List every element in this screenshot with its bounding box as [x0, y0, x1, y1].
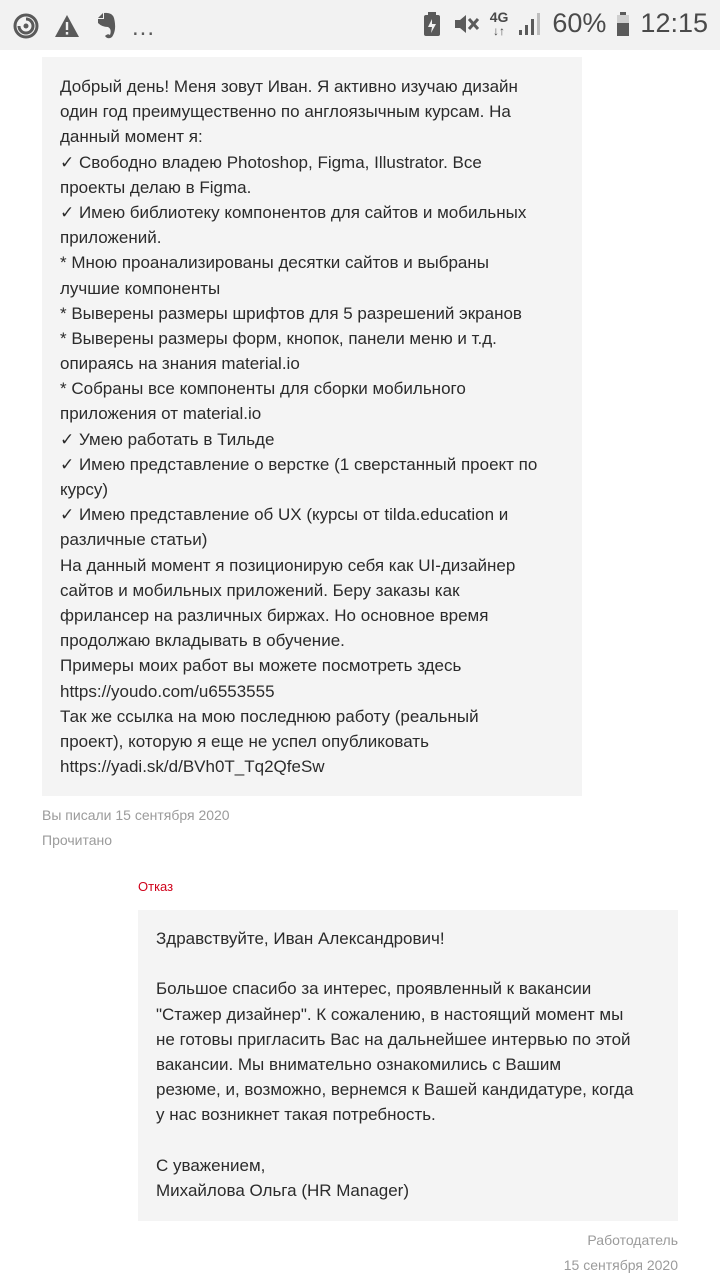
message-line: ✓ Имею библиотеку компонентов для сайтов и мобильных — [60, 202, 527, 222]
message-line: проекты делаю в Figma. — [60, 177, 252, 197]
message-line: данный момент я: — [60, 127, 203, 147]
message-line: * Собраны все компоненты для сборки мобильного — [60, 379, 466, 399]
message-line: Михайлова Ольга (HR Manager) — [156, 1180, 410, 1200]
message-line: приложений. — [60, 228, 162, 248]
outgoing-message — [42, 57, 582, 796]
battery-percent: 60% — [552, 8, 607, 38]
message-line: продолжаю вкладывать в обучение. — [60, 631, 345, 651]
message-line: Так же ссылка на мою последнюю работу (реальный — [60, 706, 479, 726]
message-line: Здравствуйте, Иван Александрович! — [156, 929, 445, 948]
network-type-indicator — [490, 10, 509, 38]
status-bar — [0, 0, 720, 50]
message-line: опираясь на знания material.io — [60, 354, 300, 374]
read-status: Прочитано — [42, 832, 112, 848]
clock: 12:15 — [640, 8, 708, 38]
message-line: курсу) — [60, 480, 109, 499]
rejection-status-label: Отказ — [138, 879, 174, 894]
sender-role: Работодатель — [587, 1232, 678, 1248]
sync-icon — [12, 12, 40, 40]
message-line: На данный момент я позиционирую себя как UI-дизайнер — [60, 555, 516, 575]
message-line: ✓ Свободно владею Photoshop, Figma, Illustrator. Все — [60, 152, 482, 172]
data-arrows-icon: ↓↑ — [493, 23, 506, 38]
message-line: Добрый день! Меня зовут Иван. Я активно изучаю дизайн — [60, 77, 518, 96]
message-line: сайтов и мобильных приложений. Беру заказы как — [60, 580, 460, 600]
battery-saver-icon — [422, 11, 442, 37]
message-line: * Выверены размеры шрифтов для 5 разрешений экранов — [60, 303, 522, 323]
message-line: С уважением, — [156, 1155, 266, 1175]
portfolio-link[interactable]: https://youdo.com/u6553555 — [60, 681, 275, 701]
message-line: ✓ Умею работать в Тильде — [60, 429, 275, 449]
message-line: Большое спасибо за интерес, проявленный к вакансии — [156, 979, 592, 999]
message-blank-line — [156, 1128, 664, 1153]
message-line: * Выверены размеры форм, кнопок, панели меню и т.д. — [60, 328, 497, 348]
evernote-icon — [94, 12, 118, 40]
signal-icon — [518, 11, 542, 37]
message-line: * Мною проанализированы десятки сайтов и выбраны — [60, 253, 489, 273]
message-line: лучшие компоненты — [60, 278, 221, 298]
message-line: ✓ Имею представление о верстке (1 сверстанный проект по — [60, 454, 538, 474]
message-line: "Стажер дизайнер". К сожалению, в настоящий момент мы — [156, 1004, 624, 1024]
message-line: у нас возникнет такая потребность. — [156, 1105, 436, 1125]
mute-icon — [452, 11, 480, 37]
status-bar-notifications — [12, 10, 155, 42]
message-line: фрилансер на различных биржах. Но основное время — [60, 605, 489, 625]
network-type-label: 4G — [489, 8, 509, 25]
message-line: один год преимущественно по англоязычным курсам. На — [60, 102, 511, 122]
received-date: 15 сентября 2020 — [563, 1257, 678, 1273]
project-link[interactable]: https://yadi.sk/d/BVh0T_Tq2QfeSw — [60, 757, 325, 777]
battery-icon — [616, 11, 630, 37]
message-line: проект), которую я еще не успел опубликовать — [60, 731, 429, 751]
sent-timestamp: Вы писали 15 сентября 2020 — [42, 807, 230, 823]
message-line: приложения от material.io — [60, 404, 262, 424]
incoming-message — [138, 910, 678, 1221]
status-bar-system — [422, 8, 708, 39]
warning-icon — [54, 13, 80, 39]
message-line: вакансии. Мы внимательно ознакомились с Вашим — [156, 1054, 562, 1074]
message-line: Примеры моих работ вы можете посмотреть здесь — [60, 656, 462, 676]
more-notifications-indicator: ... — [132, 14, 156, 41]
message-line: различные статьи) — [60, 530, 208, 550]
message-line: не готовы пригласить Вас на дальнейшее интервью по этой — [156, 1029, 631, 1049]
message-line: ✓ Имею представление об UX (курсы от tilda.education и — [60, 505, 509, 525]
message-blank-line — [156, 951, 664, 976]
message-line: резюме, и, возможно, вернемся к Вашей кандидатуре, когда — [156, 1080, 634, 1100]
